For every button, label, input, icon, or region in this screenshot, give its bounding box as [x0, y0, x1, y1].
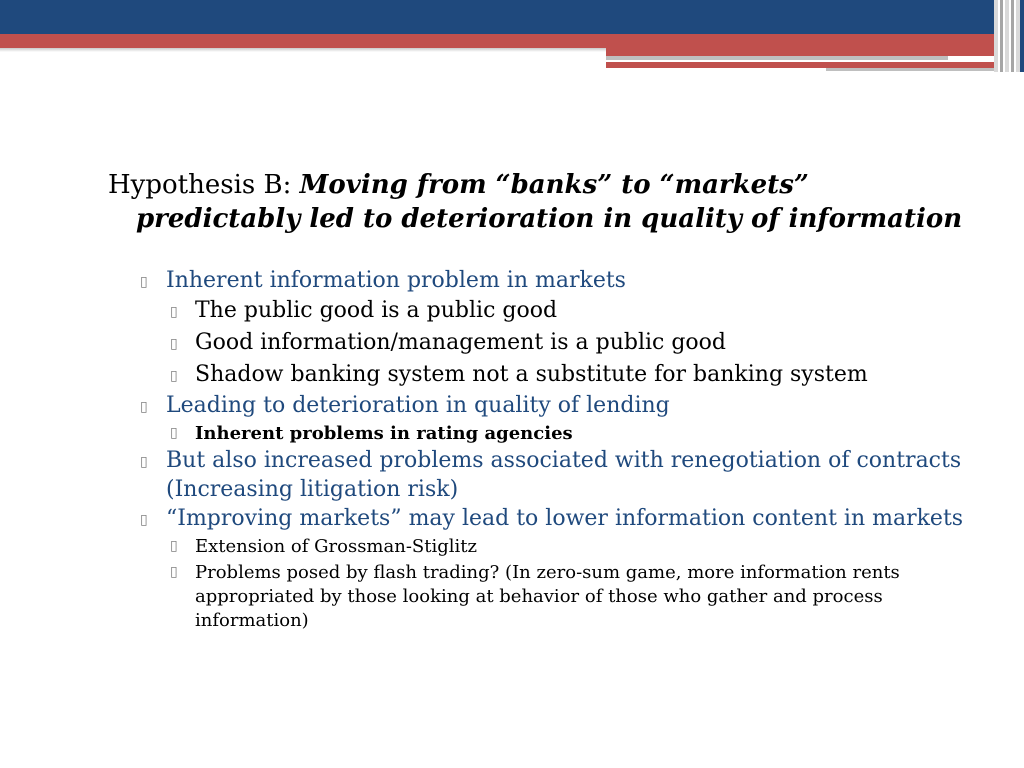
bullet-icon: ▯	[140, 512, 148, 528]
list-item	[108, 391, 968, 420]
bullet-icon: ▯	[170, 368, 178, 384]
bullet-icon: ▯	[170, 304, 178, 320]
bullet-icon: ▯	[140, 274, 148, 290]
bullet-list	[108, 266, 968, 633]
sub-list-item-label: Shadow banking system not a substitute for banking system	[195, 362, 868, 387]
list-item	[108, 504, 968, 533]
bullet-icon: ▯	[170, 538, 178, 554]
sub-list-item-label: Problems posed by flash trading? (In zero-sum game, more information rents appropriated by those looking at behavior of those who gather and process information)	[195, 562, 900, 631]
list-item	[108, 446, 968, 504]
sub-list-item	[108, 327, 968, 359]
sub-list-item-label: The public good is a public good	[195, 298, 558, 323]
bullet-icon: ▯	[170, 336, 178, 352]
list-item-label: “Improving markets” may lead to lower information content in markets	[166, 506, 964, 531]
slide-body	[108, 168, 968, 633]
list-item-label: But also increased problems associated with renegotiation of contracts (Increasing litigation risk)	[166, 448, 962, 502]
sub-list-item	[108, 533, 968, 559]
header-gray-line-lower	[826, 68, 1006, 71]
header-band-shadow	[0, 48, 606, 52]
heading-emphasis: Moving from “banks” to “markets” predictably led to deterioration in quality of information	[136, 170, 963, 234]
sub-list-item-label: Extension of Grossman-Stiglitz	[195, 536, 477, 557]
slide-heading	[108, 168, 968, 236]
bullet-icon: ▯	[170, 425, 178, 441]
header-vertical-stripes	[994, 0, 1024, 72]
bullet-icon: ▯	[140, 454, 148, 470]
list-item-label: Leading to deterioration in quality of lending	[166, 393, 670, 418]
sub-list-item	[108, 359, 968, 391]
header-red-band-right	[606, 48, 1024, 56]
list-item	[108, 266, 968, 295]
sub-list-item-label: Inherent problems in rating agencies	[195, 423, 573, 444]
bullet-icon: ▯	[170, 564, 178, 580]
sub-list-item	[108, 420, 968, 446]
heading-prefix: Hypothesis B:	[108, 170, 300, 200]
list-item-label: Inherent information problem in markets	[166, 268, 626, 293]
bullet-icon: ▯	[140, 399, 148, 415]
sub-list-item	[108, 295, 968, 327]
sub-list-item-label: Good information/management is a public good	[195, 330, 726, 355]
header-blue-band	[0, 0, 1024, 34]
header-red-band	[0, 34, 1024, 48]
sub-list-item	[108, 559, 968, 633]
